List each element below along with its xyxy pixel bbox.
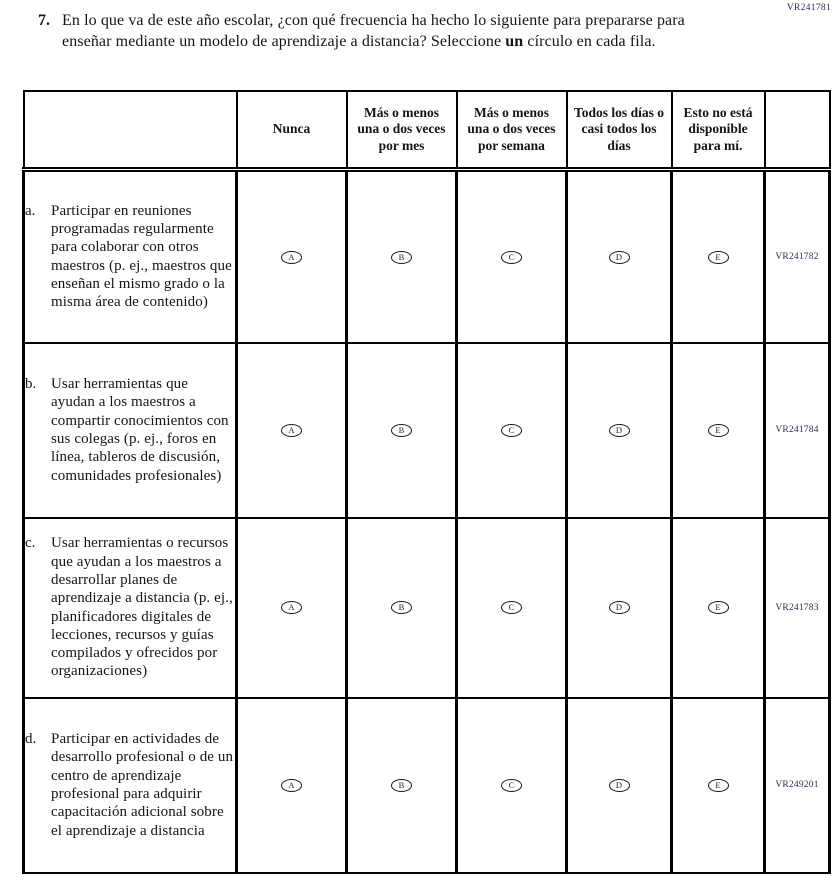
answer-bubble-d-E[interactable]: [708, 779, 729, 792]
answer-bubble-c-D[interactable]: [609, 601, 630, 614]
option-cell: [237, 343, 347, 518]
answer-bubble-c-A[interactable]: [281, 601, 302, 614]
bubble-letter: D: [615, 251, 623, 262]
option-cell: [457, 698, 567, 873]
bubble-letter: B: [398, 424, 405, 435]
item-a-label: a.: [25, 202, 36, 219]
option-cell: [237, 170, 347, 343]
option-cell: [672, 343, 765, 518]
answer-bubble-c-E[interactable]: [708, 601, 729, 614]
answer-bubble-b-D[interactable]: [609, 424, 630, 437]
item-b-text: Usar herramientas que ayudan a los maestros a compartir conocimientos con sus colegas (p. ej., foros en línea, tableros de discusión, comunidades profesionales): [51, 376, 229, 484]
question-text-tail: círculo en cada fila.: [523, 33, 656, 50]
option-cell: [347, 343, 457, 518]
item-b-variable-code: VR241784: [765, 343, 830, 518]
answer-bubble-a-D[interactable]: [609, 251, 630, 264]
bubble-letter: B: [398, 602, 405, 613]
item-c-cell: [24, 518, 237, 698]
answer-bubble-c-C[interactable]: [501, 601, 522, 614]
option-cell: [567, 518, 672, 698]
option-cell: [457, 343, 567, 518]
answer-bubble-a-C[interactable]: [501, 251, 522, 264]
answer-bubble-d-B[interactable]: [391, 779, 412, 792]
option-cell: [567, 343, 672, 518]
answer-bubble-d-C[interactable]: [501, 779, 522, 792]
item-a-variable-code: VR241782: [765, 170, 830, 343]
header-no-disponible: Esto no está disponible para mí.: [672, 91, 765, 170]
item-c-text: Usar herramientas o recursos que ayudan a los maestros a desarrollar planes de aprendizaje a distancia (p. ej., planificadores digitales de lecciones, recursos y guías compilados y ofrecidos por organizaciones): [51, 535, 233, 680]
item-b-label: b.: [25, 376, 37, 393]
item-b-cell: [24, 343, 237, 518]
question-number: 7.: [38, 12, 50, 29]
item-d-text: Participar en actividades de desarrollo profesional o de un centro de aprendizaje profesional para adquirir capacitación adicional sobre el aprendizaje a distancia: [51, 731, 234, 839]
answer-bubble-b-C[interactable]: [501, 424, 522, 437]
answer-bubble-a-B[interactable]: [391, 251, 412, 264]
item-d-cell: [24, 698, 237, 873]
header-code-blank: [765, 91, 830, 170]
table-row-c: [24, 518, 830, 698]
option-cell: [672, 698, 765, 873]
answer-bubble-a-A[interactable]: [281, 251, 302, 264]
bubble-letter: D: [615, 602, 623, 613]
question-block: [38, 10, 727, 52]
option-cell: [347, 698, 457, 873]
bubble-letter: E: [715, 602, 721, 613]
bubble-letter: C: [508, 602, 515, 613]
bubble-letter: C: [508, 424, 515, 435]
item-a-text: Participar en reuniones programadas regularmente para colaborar con otros maestros (p. ej., maestros que enseñan el mismo grado o la misma área de contenido): [51, 202, 232, 311]
answer-bubble-d-A[interactable]: [281, 779, 302, 792]
question-text: [62, 10, 727, 52]
answer-bubble-c-B[interactable]: [391, 601, 412, 614]
option-cell: [672, 518, 765, 698]
option-cell: [457, 170, 567, 343]
table-row-d: [24, 698, 830, 873]
bubble-letter: E: [715, 424, 721, 435]
header-veces-por-semana: Más o menos una o dos veces por semana: [457, 91, 567, 170]
item-c-label: c.: [25, 535, 36, 552]
item-c-variable-code: VR241783: [765, 518, 830, 698]
bubble-letter: A: [288, 251, 295, 262]
bubble-letter: B: [398, 779, 405, 790]
question-text-emphasis: un: [505, 33, 524, 50]
bubble-letter: A: [288, 424, 295, 435]
bubble-letter: A: [288, 779, 295, 790]
option-cell: [347, 518, 457, 698]
answer-bubble-d-D[interactable]: [609, 779, 630, 792]
option-cell: [347, 170, 457, 343]
bubble-letter: D: [615, 424, 623, 435]
option-cell: [237, 698, 347, 873]
header-row: [24, 91, 830, 170]
item-d-variable-code: VR249201: [765, 698, 830, 873]
bubble-letter: E: [715, 251, 721, 262]
header-nunca: Nunca: [237, 91, 347, 170]
header-item-blank: [24, 91, 237, 170]
response-matrix-table: [22, 90, 831, 874]
bubble-letter: E: [715, 779, 721, 790]
item-a-cell: [24, 170, 237, 343]
bubble-letter: A: [288, 602, 295, 613]
page-variable-code: VR241781: [786, 3, 831, 13]
bubble-letter: C: [508, 779, 515, 790]
bubble-letter: B: [398, 251, 405, 262]
option-cell: [237, 518, 347, 698]
answer-bubble-b-E[interactable]: [708, 424, 729, 437]
option-cell: [457, 518, 567, 698]
bubble-letter: C: [508, 251, 515, 262]
option-cell: [567, 170, 672, 343]
table-row-b: [24, 343, 830, 518]
table-row-a: [24, 170, 830, 343]
option-cell: [672, 170, 765, 343]
header-veces-por-mes: Más o menos una o dos veces por mes: [347, 91, 457, 170]
option-cell: [567, 698, 672, 873]
answer-bubble-b-A[interactable]: [281, 424, 302, 437]
answer-bubble-b-B[interactable]: [391, 424, 412, 437]
answer-bubble-a-E[interactable]: [708, 251, 729, 264]
header-todos-los-dias: Todos los días o casi todos los días: [567, 91, 672, 170]
bubble-letter: D: [615, 779, 623, 790]
item-d-label: d.: [25, 731, 37, 748]
question-text-lead: En lo que va de este año escolar, ¿con qué frecuencia ha hecho lo siguiente para prepararse para enseñar mediante un modelo de aprendizaje a distancia? Seleccione: [62, 12, 685, 50]
